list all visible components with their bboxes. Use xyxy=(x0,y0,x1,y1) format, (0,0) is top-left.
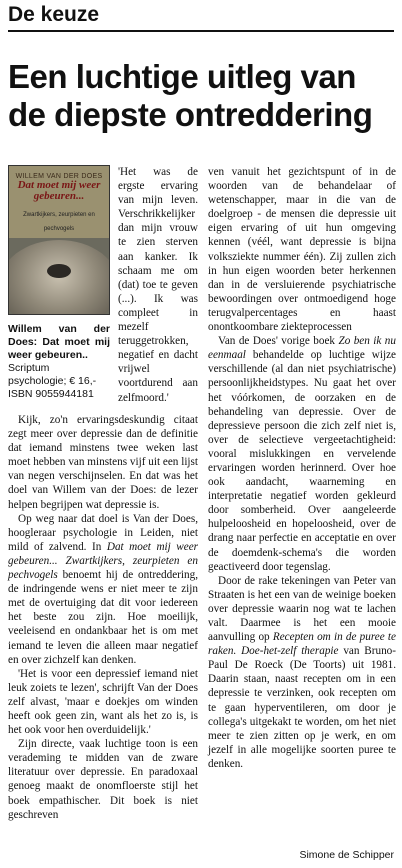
paragraph: ven vanuit het gezichtspunt of in de woorden van de behandelaar of wetenschapper, maar in die van de doelgroep - de mensen die depressie uit eigen ervaring of uit hun omgeving kennen (véél, want depressie is bijna volksziekte nummer één). Zij zullen zich in hun eigen woorden beter herkennen dan in de versluierende psychiatrische bewoordingen over ontmoedigend hoge terugvalpercentages en haast onontkoombare ziekteprocessen xyxy=(208,166,396,334)
section-rule xyxy=(8,30,394,32)
paragraph: Kijk, zo'n ervaringsdeskundig citaat zegt meer over depressie dan de definitie dat iemand minstens twee weken last moet hebben van minstens vijf uit een lijst van negen verschijnselen. En dat was het doel van Willem van der Does: de lezer helpen begrijpen wat depressie is. xyxy=(8,414,198,511)
paragraph: Van de Does' vorige boek Zo ben ik nu eenmaal behandelde op luchtige wijze verschillende (al dan niet psychiatrische) persoonlijkheidstypes. Nu gaat het over het vóórkomen, de oorzaken en de behandeling van depressie. Over de depressieve persoon die zich zelf niet is, over de selectieve vergeetachtigheid: vooral mislukkingen en vervelende ervaringen worden herinnerd. Over hoe ook aandacht, waarneming en interpretatie negatief worden gekleurd door somberheid. Over aangeleerde hulpeloosheid en hopeloosheid, over de drang naar perfectie en acceptatie en over de doemdenk-schema's die worden geactiveerd door tegenslag. xyxy=(208,335,397,573)
book-cover-image xyxy=(8,165,110,315)
book-title-italic: Dat moet mij weer gebeuren... Zwartkijkers, zeurpieten en pechvogels xyxy=(8,540,199,582)
cover-title: Dat moet mij weer gebeuren... xyxy=(17,179,101,202)
paragraph: Door de rake tekeningen van Peter van Straaten is het een van de weinige boeken over depressie waarin nog wat te lachen valt. Daarmee is het een mooie aanvulling op Recepten om in de puree te raken. Doe-het-zelf therapie van Bruno-Paul De Roeck (De Toorts) uit 1981. Daarin staan, naast recepten om in een depressie te verzinken, ook recepten om te gaan hyperventileren, om door je collega's uitgekakt te worden, om het niet meer te zien zitten op je werk, en om jezelf in alle mogelijke soorten puree te denken. xyxy=(208,574,396,770)
credit-title: Willem van der Does: Dat moet mij weer gebeuren.. xyxy=(8,323,110,361)
cover-subtitle: Zwartkijkers, zeurpieten en pechvogels xyxy=(23,212,95,233)
book-title-italic: Recepten om in de puree te raken. Doe-het-zelf therapie xyxy=(208,631,396,658)
credit-publisher: Scriptum psychologie; € 16,- xyxy=(8,362,97,387)
headline: Een luchtige uitleg van de diepste ontreddering xyxy=(8,58,373,133)
article-body xyxy=(8,165,396,855)
book-block xyxy=(8,165,110,401)
credit-isbn: ISBN 9055944181 xyxy=(8,388,94,400)
cover-author: WILLEM VAN DER DOES xyxy=(15,173,103,180)
book-credit xyxy=(8,323,110,401)
section-kicker: De keuze xyxy=(8,3,100,26)
pull-quote: 'Het was de ergste ervaring van mijn leven. Verschrikkelijker dan mijn vrouw te zien sterven aan kanker. Ik schaam me om (dat) toe te geven (...). Ik was compleet in mezelf teruggetrokken, negatief en dacht vrijwel voortdurend aan zelfmoord.' xyxy=(118,166,198,404)
paragraph: Op weg naar dat doel is Van der Does, hoogleraar psychologie in Leiden, niet mild of zalvend. In Dat moet mij weer gebeuren... Zwartkijkers, zeurpieten en pechvogels benoemt hij de ontreddering, de indringende wens er niet meer te zijn met de overtuiging dat dit voor iedereen het beste zou zijn. Hoe moeilijk, veeleisend en ondankbaar het is om met iemand te leven die alleen maar negatief en over zichzelf kan denken. xyxy=(8,512,199,666)
book-title-italic: Zo ben ik nu eenmaal xyxy=(208,335,396,362)
column-2 xyxy=(208,165,396,771)
paragraph: Zijn directe, vaak luchtige toon is een verademing te midden van de zware literatuur over depressie. En paradoxaal genoeg maakt de onomfloerste stijl het boek empathischer. Dit boek is niet geschreven xyxy=(8,738,198,821)
column-1-text xyxy=(8,413,198,822)
paragraph: 'Het is voor een depressief iemand niet leuk zoiets te lezen', schrijft Van der Does zelf alvast, 'maar e doekjes om winden heeft ook geen zin, want als het zo is, is het ook voor hen overduidelijk.' xyxy=(8,667,198,737)
author-signature: Simone de Schipper xyxy=(299,849,394,861)
